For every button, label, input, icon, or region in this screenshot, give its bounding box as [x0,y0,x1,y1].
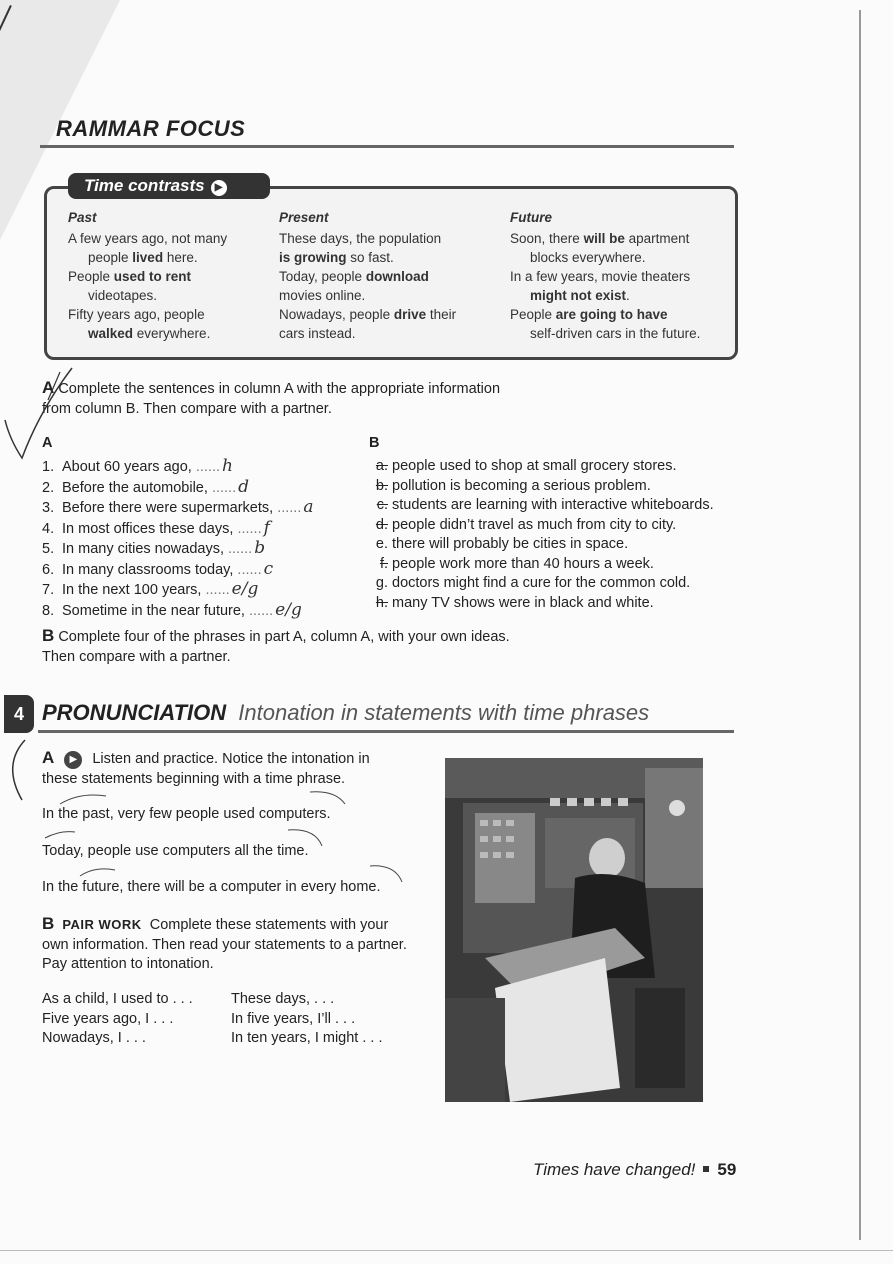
scan-bottom-line [0,1250,893,1251]
handwritten-answer[interactable]: e/g [231,579,259,599]
instruction-line: Complete these statements with your [149,917,389,933]
play-icon[interactable]: ▶ [211,180,227,196]
column-b-list [358,457,738,613]
column-a-heading: A [42,435,53,451]
example-line: Fifty years ago, people [68,307,205,322]
example-line: cars instead. [279,326,356,341]
handwritten-answer[interactable]: a [303,497,314,517]
instruction-line: Then compare with a partner. [42,648,231,665]
example-line: might not exist. [530,288,630,303]
column-b-heading: B [369,435,380,451]
example-line: movies online. [279,288,366,303]
instruction-line: from column B. Then compare with a partner. [42,400,332,417]
example-line: In a few years, movie theaters [510,269,691,284]
example-line: Today, people download [279,269,429,284]
instruction-line: Complete the sentences in column A with the appropriate information [58,381,501,397]
exercise-letter: B [42,914,55,933]
handwritten-answer[interactable]: e/g [275,599,302,620]
pronunciation-subtitle: Intonation in statements with time phrases [238,700,650,725]
sentence-start: 1. About 60 years ago, ...... h [42,456,233,476]
scan-edge-line [859,10,861,1240]
exercise-a-instruction [42,378,500,419]
example-line: people lived here. [88,250,198,265]
page-footer [533,1160,736,1180]
computer-room-photo [445,758,703,1102]
example-line: Nowadays, people drive their [279,307,457,322]
exercise-letter: B [42,626,55,645]
page-number: 59 [717,1160,737,1179]
instruction-line: Complete four of the phrases in part A, column A, with your own ideas. [58,629,510,645]
example-line: People used to rent [68,269,192,284]
pair-work-label: PAIR WORK [62,917,142,932]
example-line: Soon, there will be apartment [510,231,690,246]
instruction-line: these statements beginning with a time phrase. [42,770,346,787]
prompts-right [231,990,383,1049]
prompt: As a child, I used to . . . [42,991,193,1007]
prompts-left [42,990,193,1049]
sentence-start: 7. In the next 100 years, ...... e/g [42,579,259,599]
example-line: walked everywhere. [88,326,211,341]
sentence-ending: a. people used to shop at small grocery stores. [375,458,677,474]
prompt: These days, . . . [231,991,335,1007]
pronunciation-header [42,700,649,726]
handwritten-answer[interactable]: h [222,456,233,476]
sentence-start: 5. In many cities nowadays, ...... b [42,538,266,558]
time-contrasts-tab [68,173,270,199]
grammar-focus-rule [40,145,734,148]
tab-label: Time contrasts [84,176,205,195]
sentence-start: 4. In most offices these days, ...... f [42,517,270,538]
hand-check-mark [0,360,80,470]
pronunciation-a [42,748,370,789]
sentence-ending: g. doctors might find a cure for the common cold. [375,575,691,591]
future-column [510,208,725,343]
example-line: These days, the population [279,231,442,246]
sentence-ending: e. there will probably be cities in space. [375,536,629,552]
example-line: is growing so fast. [279,250,394,265]
sentence-ending: f. people work more than 40 hours a week. [379,555,654,572]
prompt: Nowadays, I . . . [42,1030,146,1046]
handwritten-answer[interactable]: c [263,558,274,579]
column-heading: Present [279,210,329,225]
column-heading: Past [68,210,97,225]
square-bullet-icon [703,1166,709,1172]
sentence-start: 3. Before there were supermarkets, ...... a [42,497,314,517]
chapter-title: Times have changed! [533,1160,696,1179]
pronunciation-b [42,914,407,975]
column-heading: Future [510,210,552,225]
handwritten-answer[interactable]: f [263,517,270,538]
example-sentence: In the future, there will be a computer in every home. [42,879,381,895]
section-number: 4 [4,695,34,733]
example-sentence: In the past, very few people used computers. [42,806,331,822]
sentence-ending: d. people didn’t travel as much from city to city. [375,516,677,533]
sentence-start: 2. Before the automobile, ...... d [42,476,249,497]
example-line: blocks everywhere. [530,250,646,265]
exercise-letter: A [42,378,55,397]
past-column [68,208,268,343]
sentence-ending: h. many TV shows were in black and white. [375,594,654,611]
example-line: People are going to have [510,307,668,322]
instruction-line: own information. Then read your statements to a partner. [42,936,407,953]
intonation-arrows [40,786,420,896]
prompt: In ten years, I might . . . [231,1030,383,1046]
grammar-focus-title: RAMMAR FOCUS [56,116,246,141]
present-column [279,208,504,343]
instruction-line: Listen and practice. Notice the intonation in [92,751,370,767]
example-line: videotapes. [88,288,158,303]
pronunciation-title: PRONUNCIATION [42,700,227,725]
pronunciation-rule [38,730,734,733]
exercise-b-instruction [42,626,510,667]
hand-bracket-mark [0,735,30,805]
example-line: A few years ago, not many [68,231,228,246]
instruction-line: Pay attention to intonation. [42,956,214,972]
exercise-letter: A [42,748,55,767]
sentence-start: 6. In many classrooms today, ...... c [42,558,274,579]
play-icon[interactable]: ▶ [64,751,82,769]
example-line: self-driven cars in the future. [530,326,701,341]
sentence-start: 8. Sometime in the near future, ...... e/g [42,599,302,620]
prompt: Five years ago, I . . . [42,1010,174,1027]
sentence-ending: b. pollution is becoming a serious problem. [375,477,651,494]
column-a-list [42,457,362,621]
handwritten-answer[interactable]: b [254,538,266,558]
example-sentence: Today, people use computers all the time. [42,843,309,859]
sentence-ending: c. students are learning with interactive whiteboards. [376,497,714,513]
prompt: In five years, I’ll . . . [231,1010,356,1027]
handwritten-answer[interactable]: d [238,476,249,497]
